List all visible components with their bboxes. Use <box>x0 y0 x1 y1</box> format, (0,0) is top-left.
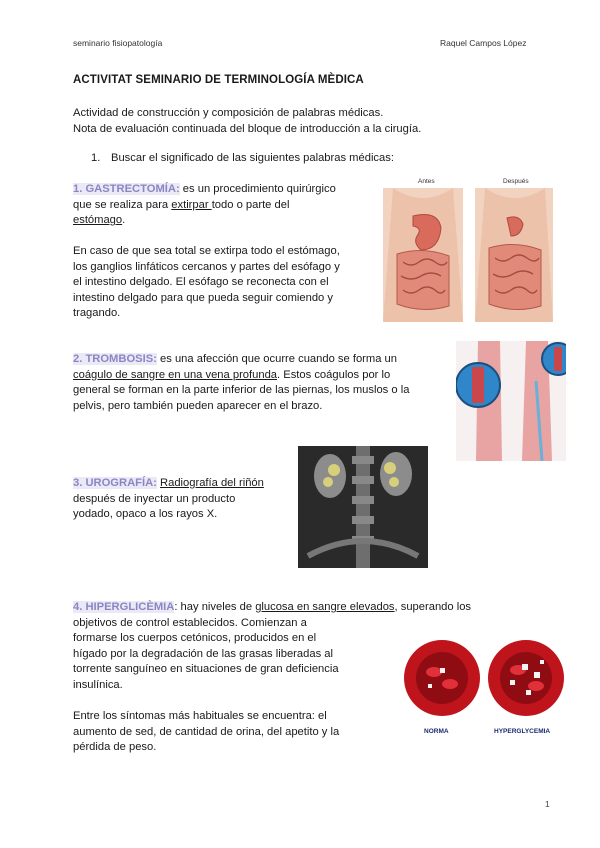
underlined-text: glucosa en sangre elevados <box>255 601 395 613</box>
gastrectomia-term: 1. GASTRECTOMÍA: <box>73 183 180 195</box>
text-line: yodado, opaco a los rayos X. <box>73 508 218 521</box>
blood-glucose-illustration <box>398 638 570 728</box>
text-line: formarse los cuerpos cetónicos, producidos en el <box>73 632 317 645</box>
gastrectomia-definition <box>73 182 373 229</box>
text-line: después de inyectar un producto <box>73 492 236 505</box>
urografia-term: 3. UROGRAFÍA: <box>73 477 157 489</box>
thrombosis-illustration <box>456 341 566 461</box>
text: , superando los <box>394 601 472 613</box>
trombosis-term: 2. TROMBOSIS: <box>73 353 157 365</box>
figure-label-before: Antes <box>418 178 435 185</box>
gastrectomia-detail <box>73 244 383 322</box>
task-number: 1. <box>91 152 101 164</box>
text-line: insulínica. <box>73 678 123 691</box>
header-right: Raquel Campos López <box>440 38 527 48</box>
intro-line-2: Nota de evaluación continuada del bloque de introducción a la cirugía. <box>73 122 422 135</box>
intro <box>73 106 421 137</box>
underlined-text: estómago <box>73 214 123 227</box>
text-line: torrente sanguíneo en situaciones de gran deficiencia <box>73 663 339 676</box>
text: todo o parte del <box>211 198 290 211</box>
intro-line-1: Actividad de construcción y composición de palabras médicas. <box>73 107 384 119</box>
text-line: aumento de sed, de cantidad de orina, del apetito y la <box>73 725 340 738</box>
task-item <box>91 152 394 164</box>
text-line: Entre los síntomas más habituales se encuentra: el <box>73 710 327 722</box>
underlined-text: extirpar <box>171 198 212 211</box>
text: . Estos coágulos por lo <box>277 368 391 381</box>
text: . <box>122 214 126 227</box>
text-line: En caso de que sea total se extirpa todo el estómago, <box>73 245 340 257</box>
urografia-definition <box>73 476 293 523</box>
page-title: ACTIVITAT SEMINARIO DE TERMINOLOGÍA MÈDICA <box>73 74 364 86</box>
text: es una afección que ocurre cuando se forma un <box>156 353 397 365</box>
text-line: el intestino delgado. El esófago se reconecta con el <box>73 276 329 289</box>
figure-label-hyperglycemia: HYPERGLYCEMIA <box>494 728 551 735</box>
gastrectomy-illustration <box>383 188 553 322</box>
text-line: intestino delgado para que pueda seguir comiendo y <box>73 291 333 304</box>
text-line: pérdida de peso. <box>73 741 157 754</box>
text-line: los ganglios linfáticos cercanos y partes del esófago y <box>73 260 340 273</box>
text-line: pelvis, pero también pueden aparecer en el brazo. <box>73 399 323 412</box>
figure-label-normal: NORMA <box>424 728 449 735</box>
text: : hay niveles de <box>174 601 256 613</box>
figure-label-after: Después <box>503 178 529 185</box>
hiperglucemia-symptoms <box>73 709 393 756</box>
text: es un procedimiento quirúrgico <box>179 183 336 195</box>
text-line: tragando. <box>73 307 121 320</box>
task-text: Buscar el significado de las siguientes palabras médicas: <box>111 152 394 164</box>
text-line: general se forman en la parte inferior de las piernas, los muslos o la <box>73 384 410 397</box>
header-left: seminario fisiopatología <box>73 38 163 48</box>
trombosis-definition <box>73 352 453 414</box>
underlined-text: Radiografía del riñón <box>160 477 264 489</box>
underlined-text: coágulo de sangre en una vena profunda <box>73 368 278 381</box>
text-line: hígado por la degradación de las grasas liberadas al <box>73 647 333 660</box>
hiperglucemia-term: 4. HIPERGLICÈMIA <box>73 601 175 613</box>
urography-xray-image <box>298 446 428 568</box>
text: que se realiza para <box>73 198 172 211</box>
page-number: 1 <box>545 799 550 809</box>
text-line: objetivos de control establecidos. Comienzan a <box>73 616 307 629</box>
